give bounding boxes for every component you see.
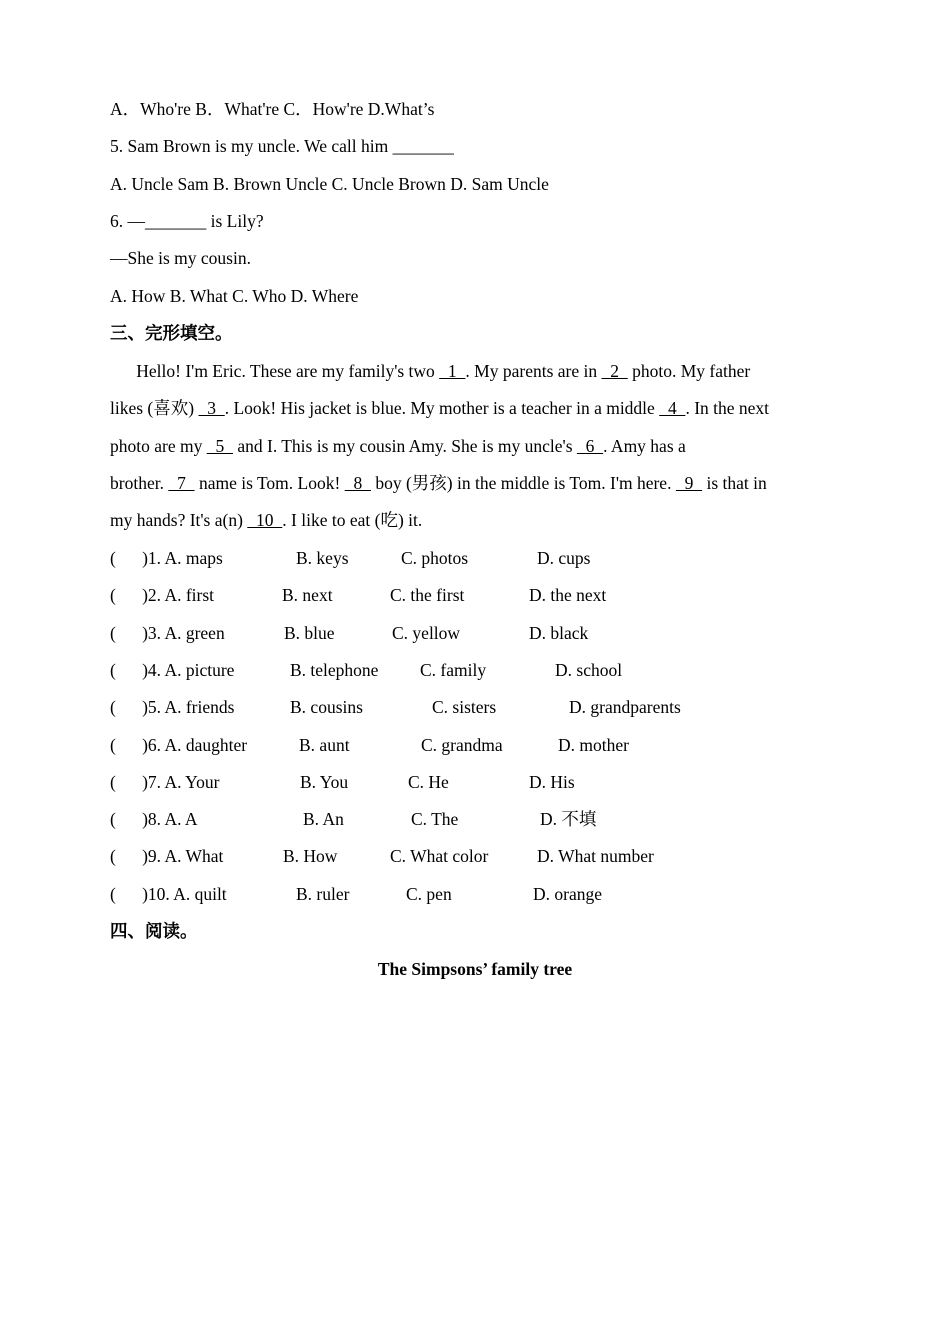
blank-number: 10 (247, 510, 283, 530)
question-number-option-a: ( )6. A. daughter (110, 734, 248, 755)
q5-stem: 5. Sam Brown is my uncle. We call him _______ (110, 136, 454, 156)
reading-title: The Simpsons’ family tree (377, 959, 573, 979)
cloze-question-row (110, 694, 850, 720)
q4-options: A．Who're B．What're C．How're D.What’s (110, 99, 435, 119)
option-c: C. pen (406, 883, 452, 904)
q6-options: A. How B. What C. Who D. Where (110, 286, 359, 306)
question-number-option-a: ( )5. A. friends (110, 697, 235, 718)
option-d: D. black (529, 622, 589, 643)
blank-number: 7 (168, 473, 195, 493)
option-b: B. ruler (296, 883, 350, 904)
passage-text: and I. This is my cousin Amy. She is my uncle's (232, 436, 577, 456)
section3-heading: 三、完形填空。 (110, 323, 233, 343)
option-c: C. photos (401, 548, 469, 568)
passage-text: . In the next (685, 398, 770, 418)
option-b: B. cousins (290, 697, 363, 718)
option-c: C. yellow (392, 622, 461, 643)
option-c: C. the first (390, 585, 465, 606)
question-number-option-a: ( )3. A. green (110, 622, 225, 643)
option-b: B. keys (296, 548, 349, 568)
question-number-option-a: ( )7. A. Your (110, 771, 220, 792)
passage-text: likes (喜欢) (110, 398, 199, 418)
cloze-question-row (110, 582, 850, 608)
option-c: C. family (420, 659, 487, 680)
blank-number: 4 (659, 398, 686, 418)
blank-number: 5 (206, 436, 233, 456)
option-d: D. 不填 (540, 809, 597, 830)
option-c: C. grandma (421, 734, 503, 755)
option-b: B. next (282, 585, 333, 606)
question-number-option-a: ( )4. A. picture (110, 659, 235, 680)
passage-text: name is Tom. Look! (194, 473, 345, 493)
option-c: C. He (408, 771, 449, 792)
option-c: C. sisters (432, 697, 497, 718)
passage-text: . Look! His jacket is blue. My mother is a teacher in a middle (224, 398, 660, 418)
cloze-question-row (110, 657, 850, 683)
option-d: D. cups (537, 548, 591, 568)
option-b: B. You (300, 771, 349, 792)
option-b: B. An (303, 809, 344, 830)
question-number-option-a: ( )2. A. first (110, 585, 215, 606)
option-b: B. telephone (290, 659, 379, 680)
option-d: D. mother (558, 734, 629, 755)
option-d: D. the next (529, 585, 607, 606)
q5-options: A. Uncle Sam B. Brown Uncle C. Uncle Brown D. Sam Uncle (110, 174, 549, 194)
passage-line (110, 507, 422, 533)
cloze-question-row (110, 769, 850, 795)
cloze-question-row (110, 732, 850, 758)
cloze-question-row (110, 620, 850, 646)
option-d: D. What number (537, 846, 654, 867)
option-d: D. school (555, 659, 623, 680)
blank-number: 2 (601, 361, 628, 381)
option-d: D. orange (533, 883, 603, 904)
option-d: D. grandparents (569, 697, 681, 718)
question-number-option-a: ( )10. A. quilt (110, 883, 227, 904)
blank-number: 8 (344, 473, 371, 493)
option-b: B. How (283, 846, 338, 867)
blank-number: 3 (198, 398, 225, 418)
passage-text: Hello! I'm Eric. These are my family's two (110, 361, 440, 381)
passage-text: my hands? It's a(n) (110, 510, 248, 530)
passage-text: . My parents are in (465, 361, 602, 381)
passage-text: photo. My father (627, 361, 751, 381)
q6-stem: 6. —_______ is Lily? (110, 211, 264, 231)
option-d: D. His (529, 771, 575, 792)
question-number-option-a: ( )9. A. What (110, 846, 224, 867)
passage-line (110, 395, 769, 421)
blank-number: 9 (675, 473, 703, 493)
passage-text: . I like to eat (吃) it. (282, 510, 423, 530)
question-number-option-a: ( )8. A. A (110, 809, 198, 830)
q6-answer-line: —She is my cousin. (110, 248, 251, 268)
passage-line (110, 358, 750, 384)
passage-text: brother. (110, 473, 169, 493)
cloze-question-row (110, 806, 850, 832)
option-c: C. The (411, 809, 459, 830)
section4-heading: 四、阅读。 (110, 921, 198, 941)
cloze-question-row (110, 843, 850, 869)
passage-line (110, 470, 767, 496)
blank-number: 6 (576, 436, 604, 456)
passage-text: is that in (702, 473, 767, 493)
blank-number: 1 (439, 361, 466, 381)
cloze-question-row (110, 545, 850, 571)
option-b: B. blue (284, 622, 335, 643)
passage-text: photo are my (110, 436, 207, 456)
option-b: B. aunt (299, 734, 350, 755)
passage-text: . Amy has a (603, 436, 686, 456)
passage-line (110, 433, 686, 459)
question-number-option-a: ( )1. A. maps (110, 548, 223, 568)
passage-text: boy (男孩) in the middle is Tom. I'm here. (370, 473, 676, 493)
option-c: C. What color (390, 846, 489, 867)
cloze-question-row (110, 881, 850, 907)
